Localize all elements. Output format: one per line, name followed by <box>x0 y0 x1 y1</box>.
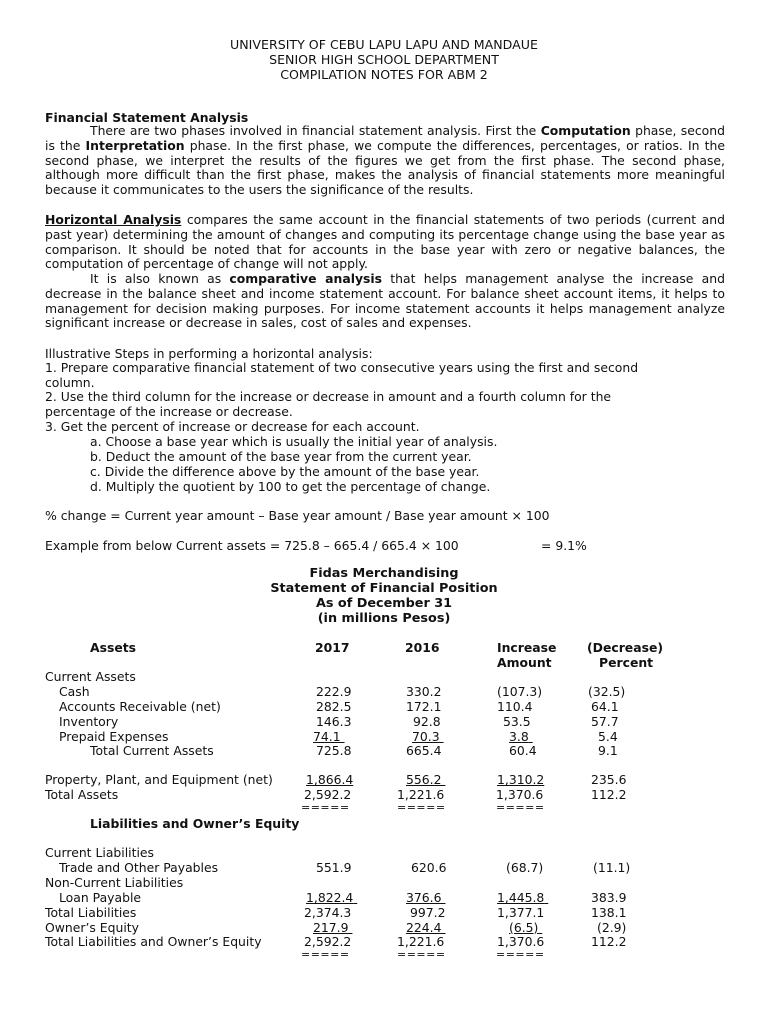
value-2017: 2,592.2 <box>304 934 352 949</box>
value-2017: 2,374.3 <box>304 905 352 920</box>
col-amount: Amount <box>497 655 552 670</box>
liabilities-equity-title: Liabilities and Owner’s Equity <box>90 816 300 831</box>
value-percent: (2.9) <box>597 920 627 935</box>
ha-paragraph-1 <box>45 213 725 272</box>
fsa-title: Financial Statement Analysis <box>45 110 249 125</box>
value-increase: 1,370.6 <box>496 787 544 802</box>
value-2016: 665.4 <box>406 743 442 758</box>
department-name: SENIOR HIGH SCHOOL DEPARTMENT <box>269 52 499 67</box>
step-3: 3. Get the percent of increase or decrease for each account. <box>45 419 420 434</box>
ha-text-1: compares the same account in the financial statements of two periods (current and past year) determining the amount of changes and computing its percentage change using the base year as comparison. It should be noted that for accounts in the base year with zero or negative balances, the computation of percentage of change will not apply. <box>45 212 725 272</box>
comparative-analysis-term: comparative analysis <box>229 271 383 286</box>
row-label: Trade and Other Payables <box>59 860 219 875</box>
col-percent: Percent <box>599 655 654 670</box>
value-increase: 1,310.2 <box>497 772 545 787</box>
value-increase: 1,370.6 <box>497 934 545 949</box>
row-label: Inventory <box>59 714 119 729</box>
value-2017: 146.3 <box>316 714 352 729</box>
value-2016-text: 376.6 <box>406 890 442 905</box>
value-increase: 110.4 <box>497 699 533 714</box>
double-rule-increase: ===== <box>496 801 545 814</box>
value-2017-text: 1,822.4 <box>306 890 354 905</box>
value-increase-text: 3.8 <box>509 729 529 744</box>
row-label: Total Liabilities and Owner’s Equity <box>45 934 262 949</box>
fsa-text-2: phase, second is the <box>45 123 725 153</box>
university-name: UNIVERSITY OF CEBU LAPU LAPU AND MANDAUE <box>230 37 538 52</box>
value-2016: 1,221.6 <box>397 934 445 949</box>
current-liabilities-label: Current Liabilities <box>45 845 154 860</box>
company-name: Fidas Merchandising <box>309 566 459 581</box>
value-2016-text: 224.4 <box>406 920 442 935</box>
col-increase: Increase <box>497 640 557 655</box>
value-2017: 1,866.4 <box>306 772 354 787</box>
value-increase: 1,377.1 <box>497 905 545 920</box>
value-percent: 112.2 <box>591 934 627 949</box>
value-percent: (11.1) <box>593 860 631 875</box>
value-increase <box>497 729 544 744</box>
example-result: = 9.1% <box>541 538 587 553</box>
value-2017: 282.5 <box>316 699 352 714</box>
value-increase <box>497 920 545 935</box>
col-assets: Assets <box>90 640 137 655</box>
notes-title: COMPILATION NOTES FOR ABM 2 <box>280 67 488 82</box>
fsa-text-3: phase. In the first phase, we compute the differences, percentages, or ratios. In the second phase, we interpret the results of the figures we get from the first phase. The second phase, although more difficult than the first phase, makes the analysis of financial statements more meaningful because it communicates to the users the significance of the results. <box>45 137 725 198</box>
step-2: 2. Use the third column for the increase or decrease in amount and a fourth column for the percentage of the increase or decrease. <box>45 389 612 419</box>
value-percent: 5.4 <box>598 729 618 744</box>
ha-term: Horizontal Analysis <box>45 212 182 227</box>
statement-title: Statement of Financial Position <box>270 581 498 596</box>
value-2016: 620.6 <box>411 860 447 875</box>
non-current-liabilities-label: Non-Current Liabilities <box>45 875 184 890</box>
statement-date: As of December 31 <box>315 596 453 611</box>
value-percent: 64.1 <box>591 699 619 714</box>
row-label: Total Current Assets <box>90 743 214 758</box>
value-percent: 112.2 <box>591 787 627 802</box>
value-percent: 57.7 <box>591 714 619 729</box>
value-2016: 92.8 <box>413 714 441 729</box>
double-rule-2016: ===== <box>397 948 446 961</box>
value-2017 <box>306 920 360 935</box>
row-label: Owner’s Equity <box>45 920 139 935</box>
fsa-text-1: There are two phases involved in financial statement analysis. First the <box>90 123 541 138</box>
row-label: Cash <box>59 684 90 699</box>
value-percent: 9.1 <box>598 743 618 758</box>
value-increase <box>497 890 549 905</box>
value-increase: 53.5 <box>503 714 531 729</box>
value-2017-text: 74.1 <box>313 729 341 744</box>
fsa-computation-term: Computation <box>540 123 631 138</box>
statement-unit: (in millions Pesos) <box>317 611 451 626</box>
value-2017 <box>306 729 356 744</box>
value-2016 <box>398 920 452 935</box>
row-label: Accounts Receivable (net) <box>59 699 221 714</box>
value-2016: 1,221.6 <box>397 787 445 802</box>
value-percent: 383.9 <box>591 890 627 905</box>
value-percent: 138.1 <box>591 905 627 920</box>
value-increase: 60.4 <box>509 743 537 758</box>
value-2016: 172.1 <box>406 699 442 714</box>
value-2017: 2,592.2 <box>304 787 352 802</box>
value-2017: 222.9 <box>316 684 352 699</box>
value-percent: 235.6 <box>591 772 627 787</box>
ha-text-2a: It is also known as <box>90 271 230 286</box>
col-2017: 2017 <box>315 640 350 655</box>
value-increase: (68.7) <box>506 860 544 875</box>
percent-change-formula: % change = Current year amount – Base year amount / Base year amount × 100 <box>45 508 550 523</box>
value-2017: 725.8 <box>316 743 352 758</box>
double-rule-2017: ===== <box>301 801 350 814</box>
step-3d: d. Multiply the quotient by 100 to get the percentage of change. <box>90 479 491 494</box>
value-2016: 997.2 <box>410 905 446 920</box>
value-increase: (107.3) <box>497 684 543 699</box>
ha-text-2c: that helps management analyse the increase and decrease in the balance sheet and income statement account. For balance sheet account items, it helps to management for decision making purposes. For income statement accounts it helps management analyze significant increase or decrease in sales, cost of sales and expenses. <box>45 271 725 331</box>
value-2016 <box>406 772 452 787</box>
value-2016-text: 556.2 <box>406 772 442 787</box>
step-1: 1. Prepare comparative financial statement of two consecutive years using the first and second column. <box>45 360 639 390</box>
value-2016: 330.2 <box>406 684 442 699</box>
value-2017: 551.9 <box>316 860 352 875</box>
row-label: Property, Plant, and Equipment (net) <box>45 772 273 787</box>
example-text: Example from below Current assets = 725.8 – 665.4 / 665.4 × 100 <box>45 538 459 553</box>
double-rule-2017: ===== <box>301 948 350 961</box>
col-decrease: (Decrease) <box>587 640 664 655</box>
col-2016: 2016 <box>405 640 440 655</box>
value-2016 <box>398 890 452 905</box>
double-rule-increase: ===== <box>496 948 545 961</box>
steps-intro: Illustrative Steps in performing a horizontal analysis: <box>45 346 373 361</box>
row-label: Total Liabilities <box>45 905 137 920</box>
fsa-paragraph <box>45 124 725 198</box>
row-label: Loan Payable <box>59 890 142 905</box>
step-3b: b. Deduct the amount of the base year from the current year. <box>90 449 472 464</box>
value-increase-text: (6.5) <box>509 920 539 935</box>
step-3a: a. Choose a base year which is usually the initial year of analysis. <box>90 434 498 449</box>
value-increase-text: 1,445.8 <box>497 890 545 905</box>
value-percent: (32.5) <box>588 684 626 699</box>
step-3c: c. Divide the difference above by the amount of the base year. <box>90 464 480 479</box>
value-2016-text: 70.3 <box>412 729 440 744</box>
double-rule-2016: ===== <box>397 801 446 814</box>
current-assets-label: Current Assets <box>45 669 136 684</box>
value-2016 <box>398 729 452 744</box>
row-label: Prepaid Expenses <box>59 729 169 744</box>
value-2017-text: 217.9 <box>313 920 349 935</box>
row-label: Total Assets <box>45 787 119 802</box>
fsa-interpretation-term: Interpretation <box>85 137 185 153</box>
value-2017 <box>306 890 360 905</box>
ha-paragraph-2 <box>45 272 725 331</box>
